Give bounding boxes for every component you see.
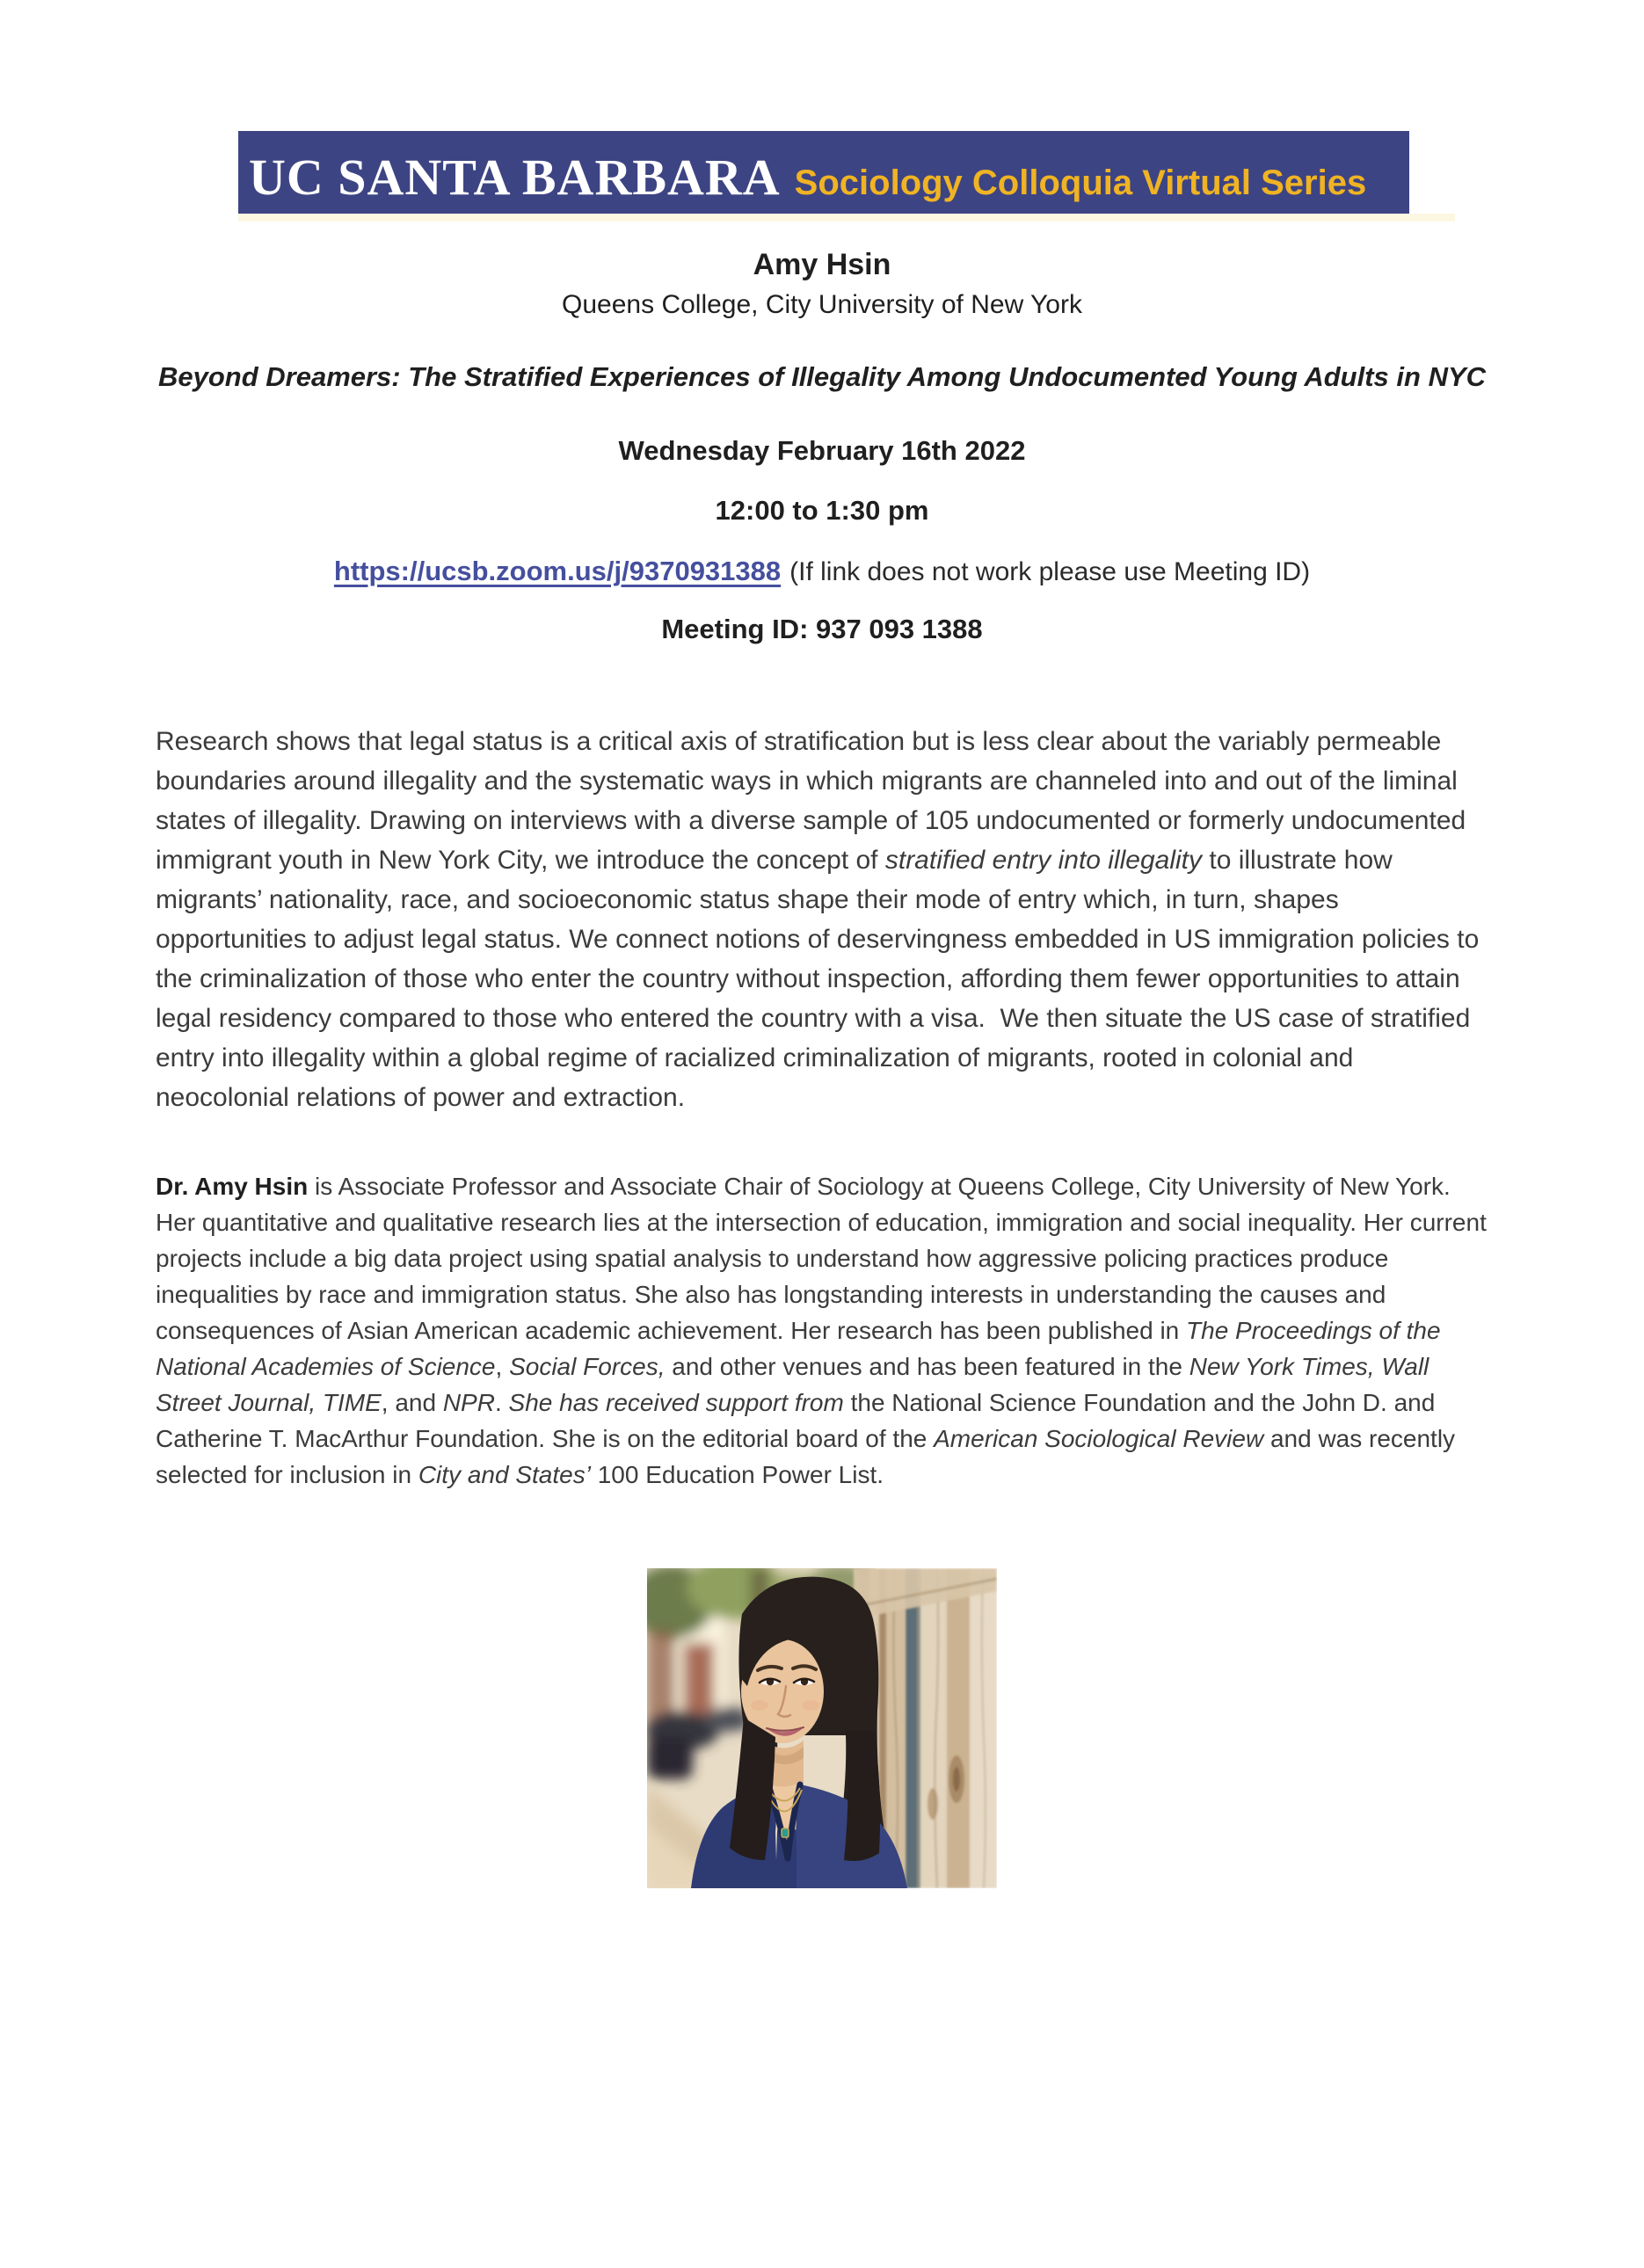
banner-underline (238, 214, 1455, 222)
abstract-paragraph: Research shows that legal status is a critical axis of stratification but is less clear about the variably permeable boundaries around illegality and the systematic ways in which migrants are channeled into and out of the liminal states of illegality. Drawing on interviews with a diverse sample of 105 undocumented or formerly undocumented immigrant youth in New York City, we introduce the concept of stratified entry into illegality to illustrate how migrants’ nationality, race, and socioeconomic status shape their mode of entry which, in turn, shapes opportunities to adjust legal status. We connect notions of deservingness embedded in US immigration policies to the criminalization of those who enter the country without inspection, affording them fewer opportunities to attain legal residency compared to those who entered the country with a visa. We then situate the US case of stratified entry into illegality within a global regime of racialized criminalization of migrants, rooted in colonial and neocolonial relations of power and extraction. (156, 727, 1487, 1112)
event-time: 12:00 to 1:30 pm (715, 495, 929, 526)
meeting-id: Meeting ID: 937 093 1388 (661, 614, 983, 644)
bio-paragraph: Dr. Amy Hsin is Associate Professor and Associate Chair of Sociology at Queens College, City University of New York. Her quantitative and qualitative research lies at the intersection of education, immigration and social inequality. Her current projects include a big data project using spatial analysis to understand how aggressive policing practices produce inequalities by race and immigration status. She also has longstanding interests in understanding the causes and consequences of Asian American academic achievement. Her research has been published in The Proceedings of the National Academies of Science, Social Forces, and other venues and has been featured in the New York Times, Wall Street Journal, TIME, and NPR. She has received support from the National Science Foundation and the John D. and Catherine T. MacArthur Foundation. She is on the editorial board of the American Sociological Review and was recently selected for inclusion in City and States’ 100 Education Power List. (156, 1173, 1494, 1488)
zoom-link-line (0, 554, 1644, 590)
series-title: Sociology Colloquia Virtual Series (794, 164, 1367, 202)
speaker-photo (647, 1568, 997, 1888)
header-banner (238, 131, 1409, 214)
event-date: Wednesday February 16th 2022 (618, 435, 1026, 466)
talk-title: Beyond Dreamers: The Stratified Experiences of Illegality Among Undocumented Young Adults in NYC (157, 361, 1487, 392)
speaker-portrait-illustration (647, 1568, 997, 1888)
speaker-name: Amy Hsin (753, 248, 891, 281)
zoom-meeting-link[interactable]: https://ucsb.zoom.us/j/9370931388 (333, 556, 782, 586)
speaker-affiliation: Queens College, City University of New York (562, 290, 1082, 319)
ucsb-wordmark: UC SANTA BARBARA (249, 149, 781, 206)
flyer-page (0, 131, 1644, 2268)
link-fallback-note: (If link does not work please use Meeting ID) (789, 557, 1311, 586)
